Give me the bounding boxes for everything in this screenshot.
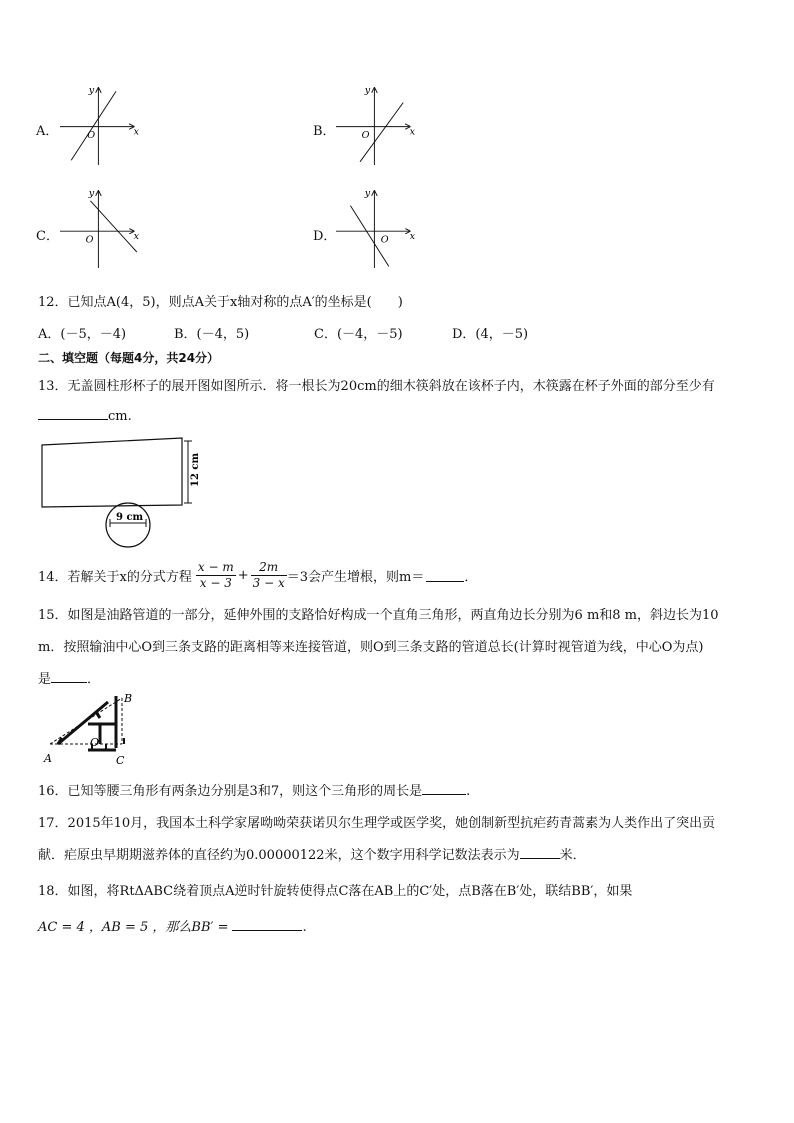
- option-letter-d: D．: [313, 229, 337, 244]
- q17-line1: 17．2015年10月，我国本土科学家屠呦呦荣获诺贝尔生理学或医学奖，她创制新型抗疟药青蒿素为人类作出了突出贡: [38, 816, 716, 831]
- q16-stem: 16．已知等腰三角形有两条边分别是3和7，则这个三角形的周长是: [38, 784, 423, 799]
- axis-y-label: y: [88, 188, 95, 199]
- option-letter-b: B．: [313, 124, 336, 139]
- q15-line3-suffix: ．: [87, 672, 101, 687]
- axis-x-label: x: [133, 231, 140, 243]
- q15-line3: [38, 668, 100, 687]
- axis-y-label: y: [364, 85, 371, 96]
- q14-frac1-numerator: x − m: [197, 559, 234, 574]
- q14-frac2-numerator: 2m: [251, 560, 287, 576]
- origin-label: O: [380, 234, 389, 246]
- q16-line: [38, 780, 470, 799]
- graph-a: [60, 75, 140, 175]
- graph-d-svg: [336, 178, 416, 278]
- q13-unit: cm.: [108, 409, 132, 424]
- origin-label: O: [87, 129, 96, 141]
- axis-x-label: x: [133, 126, 140, 138]
- q18-answer-blank[interactable]: [232, 918, 302, 931]
- q13-figure: [38, 435, 218, 550]
- q15-answer-blank[interactable]: [51, 670, 87, 683]
- q18-line1: 18．如图，将RtΔABC绕着顶点A逆时针旋转使得点C落在AB上的C′处，点B落在B′处，联结BB′，如果: [38, 884, 633, 899]
- q15-line2: m．按照输油中心O到三条支路的距离相等来连接管道，则O到三条支路的管道总长(计算时视管道为线，中心O为点): [38, 640, 704, 655]
- q17-line2: [38, 844, 586, 863]
- graph-b: [336, 75, 416, 175]
- q14-frac1-denominator: x − 3: [199, 575, 232, 590]
- q15-line3-prefix: 是: [38, 672, 52, 687]
- point-b-label: B: [124, 692, 133, 705]
- q15-line1: 15．如图是油路管道的一部分，延伸外围的支路恰好构成一个直角三角形，两直角边长分别为6 m和8 m，斜边长为10: [38, 608, 719, 623]
- q18-line2: [38, 916, 307, 935]
- origin-label: O: [361, 129, 370, 141]
- q17-answer-blank[interactable]: [520, 846, 560, 859]
- axis-y-label: y: [364, 188, 371, 199]
- q12-choice-c: C．(－4，－5): [314, 327, 403, 342]
- option-letter-a: A．: [36, 124, 59, 139]
- q12-choice-b: B．(－4，5): [174, 327, 250, 342]
- q17-line2-suffix: 米．: [559, 848, 586, 863]
- q13-figure-svg: [38, 435, 218, 550]
- q12-choice-d: D．(4，－5): [452, 327, 529, 342]
- q16-answer-blank[interactable]: [422, 782, 466, 795]
- graph-b-svg: [336, 75, 416, 175]
- q14-suffix: ．: [464, 569, 478, 585]
- graph-c-svg: [60, 178, 140, 278]
- q14-answer-blank[interactable]: [426, 569, 464, 582]
- q15-figure: [40, 688, 150, 768]
- q18-line2-suffix: .: [302, 920, 307, 935]
- q12-choice-a: A．(－5，－4): [38, 327, 127, 342]
- origin-label: O: [85, 234, 94, 246]
- q14-prefix: 14．若解关于x的分式方程: [38, 569, 192, 585]
- graph-c: [60, 178, 140, 278]
- axis-x-label: x: [409, 126, 416, 138]
- axis-y-label: y: [88, 85, 95, 96]
- q12-stem: 12．已知点A(4，5)，则点A关于x轴对称的点A′的坐标是( ): [38, 295, 403, 310]
- q18-line2-prefix: AC = 4 ，AB = 5 ，那么BB′ =: [38, 920, 229, 935]
- q14-equation-rest: ＝3会产生增根，则m＝: [286, 569, 425, 585]
- section-title: 二、填空题（每题4分，共24分）: [38, 351, 220, 365]
- height-label: 12 cm: [190, 452, 201, 487]
- q16-suffix: .: [466, 784, 471, 799]
- q17-line2-prefix: 献．疟原虫早期期滋养体的直径约为0.00000122米，这个数字用科学记数法表示为: [38, 848, 520, 863]
- graph-d: [336, 178, 416, 278]
- q14-fraction-2: [251, 560, 287, 591]
- option-letter-c: C．: [36, 229, 59, 244]
- q15-figure-svg: [40, 688, 150, 768]
- q14-frac2-denominator: 3 − x: [252, 575, 285, 590]
- q12-choices: [38, 323, 528, 342]
- q13-line2: [38, 407, 132, 424]
- q13-line1: 13．无盖圆柱形杯子的展开图如图所示．将一根长为20cm的细木筷斜放在该杯子内，木筷露在杯子外面的部分至少有: [38, 379, 715, 394]
- point-a-label: A: [44, 752, 52, 765]
- q14-fraction-1: [196, 560, 236, 591]
- circle-label: 9 cm: [116, 512, 144, 523]
- point-o-label: O: [90, 736, 100, 749]
- graph-a-svg: [60, 75, 140, 175]
- q14-plus: +: [237, 567, 249, 583]
- q13-answer-blank[interactable]: [38, 407, 108, 420]
- axis-x-label: x: [409, 231, 416, 243]
- point-c-label: C: [116, 754, 125, 767]
- q14-line: [38, 555, 477, 595]
